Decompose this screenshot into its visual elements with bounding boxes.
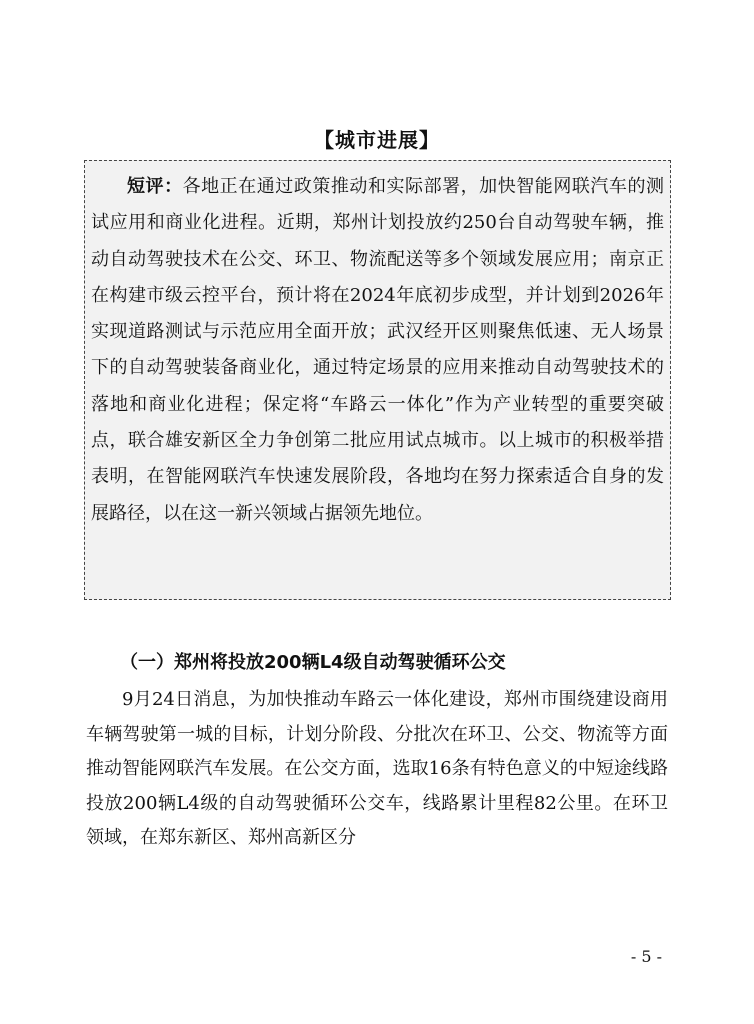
subsection-heading: （一）郑州将投放200辆L4级自动驾驶循环公交 — [120, 652, 506, 673]
subsection-paragraph: 9月24日消息，为加快推动车路云一体化建设，郑州市围绕建设商用车辆驾驶第一城的目标，计划分阶段、分批次在环卫、公交、物流等方面推动智能网联汽车发展。在公交方面，选取16条有特色意义的中短途线路投放200辆L4级的自动驾驶循环公交车，线路累计里程82公里。在环卫领域，在郑东新区、郑州高新区分 — [86, 689, 668, 848]
comment-label: 短评： — [127, 176, 183, 197]
comment-body: 各地正在通过政策推动和实际部署，加快智能网联汽车的测试应用和商业化进程。近期，郑州计划投放约250台自动驾驶车辆，推动自动驾驶技术在公交、环卫、物流配送等多个领域发展应用；南京正在构建市级云控平台，预计将在2024年底初步成型，并计划到2026年实现道路测试与示范应用全面开放；武汉经开区则聚焦低速、无人场景下的自动驾驶装备商业化，通过特定场景的应用来推动自动驾驶技术的落地和商业化进程；保定将“车路云一体化”作为产业转型的重要突破点，联合雄安新区全力争创第二批应用试点城市。以上城市的积极举措表明，在智能网联汽车快速发展阶段，各地均在努力探索适合自身的发展路径，以在这一新兴领域占据领先地位。 — [91, 176, 664, 524]
section-title: 【城市进展】 — [314, 128, 440, 152]
page-number: - 5 - — [630, 947, 662, 966]
comment-box — [84, 160, 671, 600]
comment-paragraph — [91, 169, 664, 532]
